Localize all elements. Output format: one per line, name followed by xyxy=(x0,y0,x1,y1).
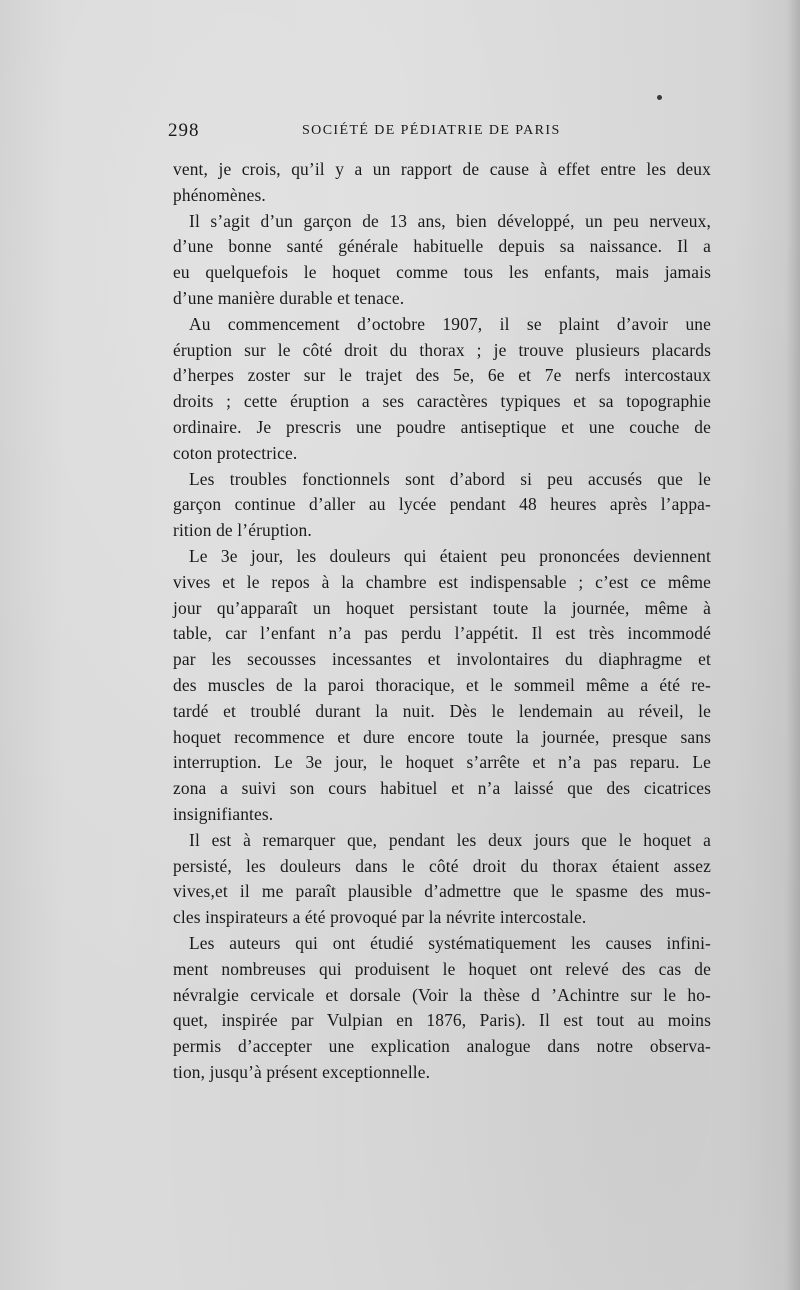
article-body xyxy=(173,157,711,1086)
text-line: interruption. Le 3e jour, le hoquet s’arrête et n’a pas reparu. Le xyxy=(173,752,711,773)
text-line: ment nombreuses qui produisent le hoquet ont relevé des cas de xyxy=(173,958,711,979)
page-number: 298 xyxy=(168,120,200,141)
text-line: jour qu’apparaît un hoquet persistant toute la journée, même à xyxy=(173,597,711,618)
text-line: éruption sur le côté droit du thorax ; je trouve plusieurs placards xyxy=(173,339,711,360)
text-line: eu quelquefois le hoquet comme tous les enfants, mais jamais xyxy=(173,262,711,283)
text-line: névralgie cervicale et dorsale (Voir la thèse d ’Achintre sur le ho- xyxy=(173,984,711,1005)
text-line: des muscles de la paroi thoracique, et le sommeil même a été re- xyxy=(173,674,711,695)
text-line: rition de l’éruption. xyxy=(173,520,312,541)
text-line: tardé et troublé durant la nuit. Dès le lendemain au réveil, le xyxy=(173,700,711,721)
text-line: Au commencement d’octobre 1907, il se plaint d’avoir une xyxy=(189,313,711,334)
ink-speck xyxy=(657,95,662,100)
text-line: permis d’accepter une explication analogue dans notre observa- xyxy=(173,1036,711,1057)
text-line: coton protectrice. xyxy=(173,442,298,463)
text-line: insignifiantes. xyxy=(173,803,274,824)
text-line: Il s’agit d’un garçon de 13 ans, bien développé, un peu nerveux, xyxy=(189,210,711,231)
text-line: droits ; cette éruption a ses caractères typiques et sa topographie xyxy=(173,391,711,412)
page-edge-shadow xyxy=(786,0,800,1290)
journal-title: SOCIÉTÉ DE PÉDIATRIE DE PARIS xyxy=(302,123,561,138)
text-line: zona a suivi son cours habituel et n’a laissé que des cicatrices xyxy=(173,778,711,799)
text-line: tion, jusqu’à présent exceptionnelle. xyxy=(173,1061,431,1082)
text-line: Le 3e jour, les douleurs qui étaient peu prononcées deviennent xyxy=(189,545,711,566)
text-line: cles inspirateurs a été provoqué par la névrite intercostale. xyxy=(173,907,587,928)
text-line: Il est à remarquer que, pendant les deux jours que le hoquet a xyxy=(189,829,711,850)
text-line: hoquet recommence et dure encore toute la journée, presque sans xyxy=(173,726,711,747)
text-line: vives et le repos à la chambre est indispensable ; c’est ce même xyxy=(173,571,711,592)
text-line: d’une bonne santé générale habituelle depuis sa naissance. Il a xyxy=(173,236,711,257)
text-line: ordinaire. Je prescris une poudre antiseptique et une couche de xyxy=(173,416,711,437)
text-line: d’herpes zoster sur le trajet des 5e, 6e et 7e nerfs intercostaux xyxy=(173,365,711,386)
text-line: Les auteurs qui ont étudié systématiquement les causes infini- xyxy=(189,932,711,953)
text-line: garçon continue d’aller au lycée pendant 48 heures après l’appa- xyxy=(173,494,711,515)
text-line: table, car l’enfant n’a pas perdu l’appétit. Il est très incommodé xyxy=(173,623,711,644)
text-line: phénomènes. xyxy=(173,184,266,205)
text-line: vent, je crois, qu’il y a un rapport de cause à effet entre les deux xyxy=(173,159,711,179)
text-line: persisté, les douleurs dans le côté droit du thorax étaient assez xyxy=(173,855,711,876)
text-line: quet, inspirée par Vulpian en 1876, Paris). Il est tout au moins xyxy=(173,1010,711,1031)
running-head xyxy=(168,120,710,144)
text-line: vives,et il me paraît plausible d’admettre que le spasme des mus- xyxy=(173,881,711,902)
text-line: d’une manière durable et tenace. xyxy=(173,287,405,308)
text-line: par les secousses incessantes et involontaires du diaphragme et xyxy=(173,649,711,670)
text-line: Les troubles fonctionnels sont d’abord si peu accusés que le xyxy=(189,468,711,489)
